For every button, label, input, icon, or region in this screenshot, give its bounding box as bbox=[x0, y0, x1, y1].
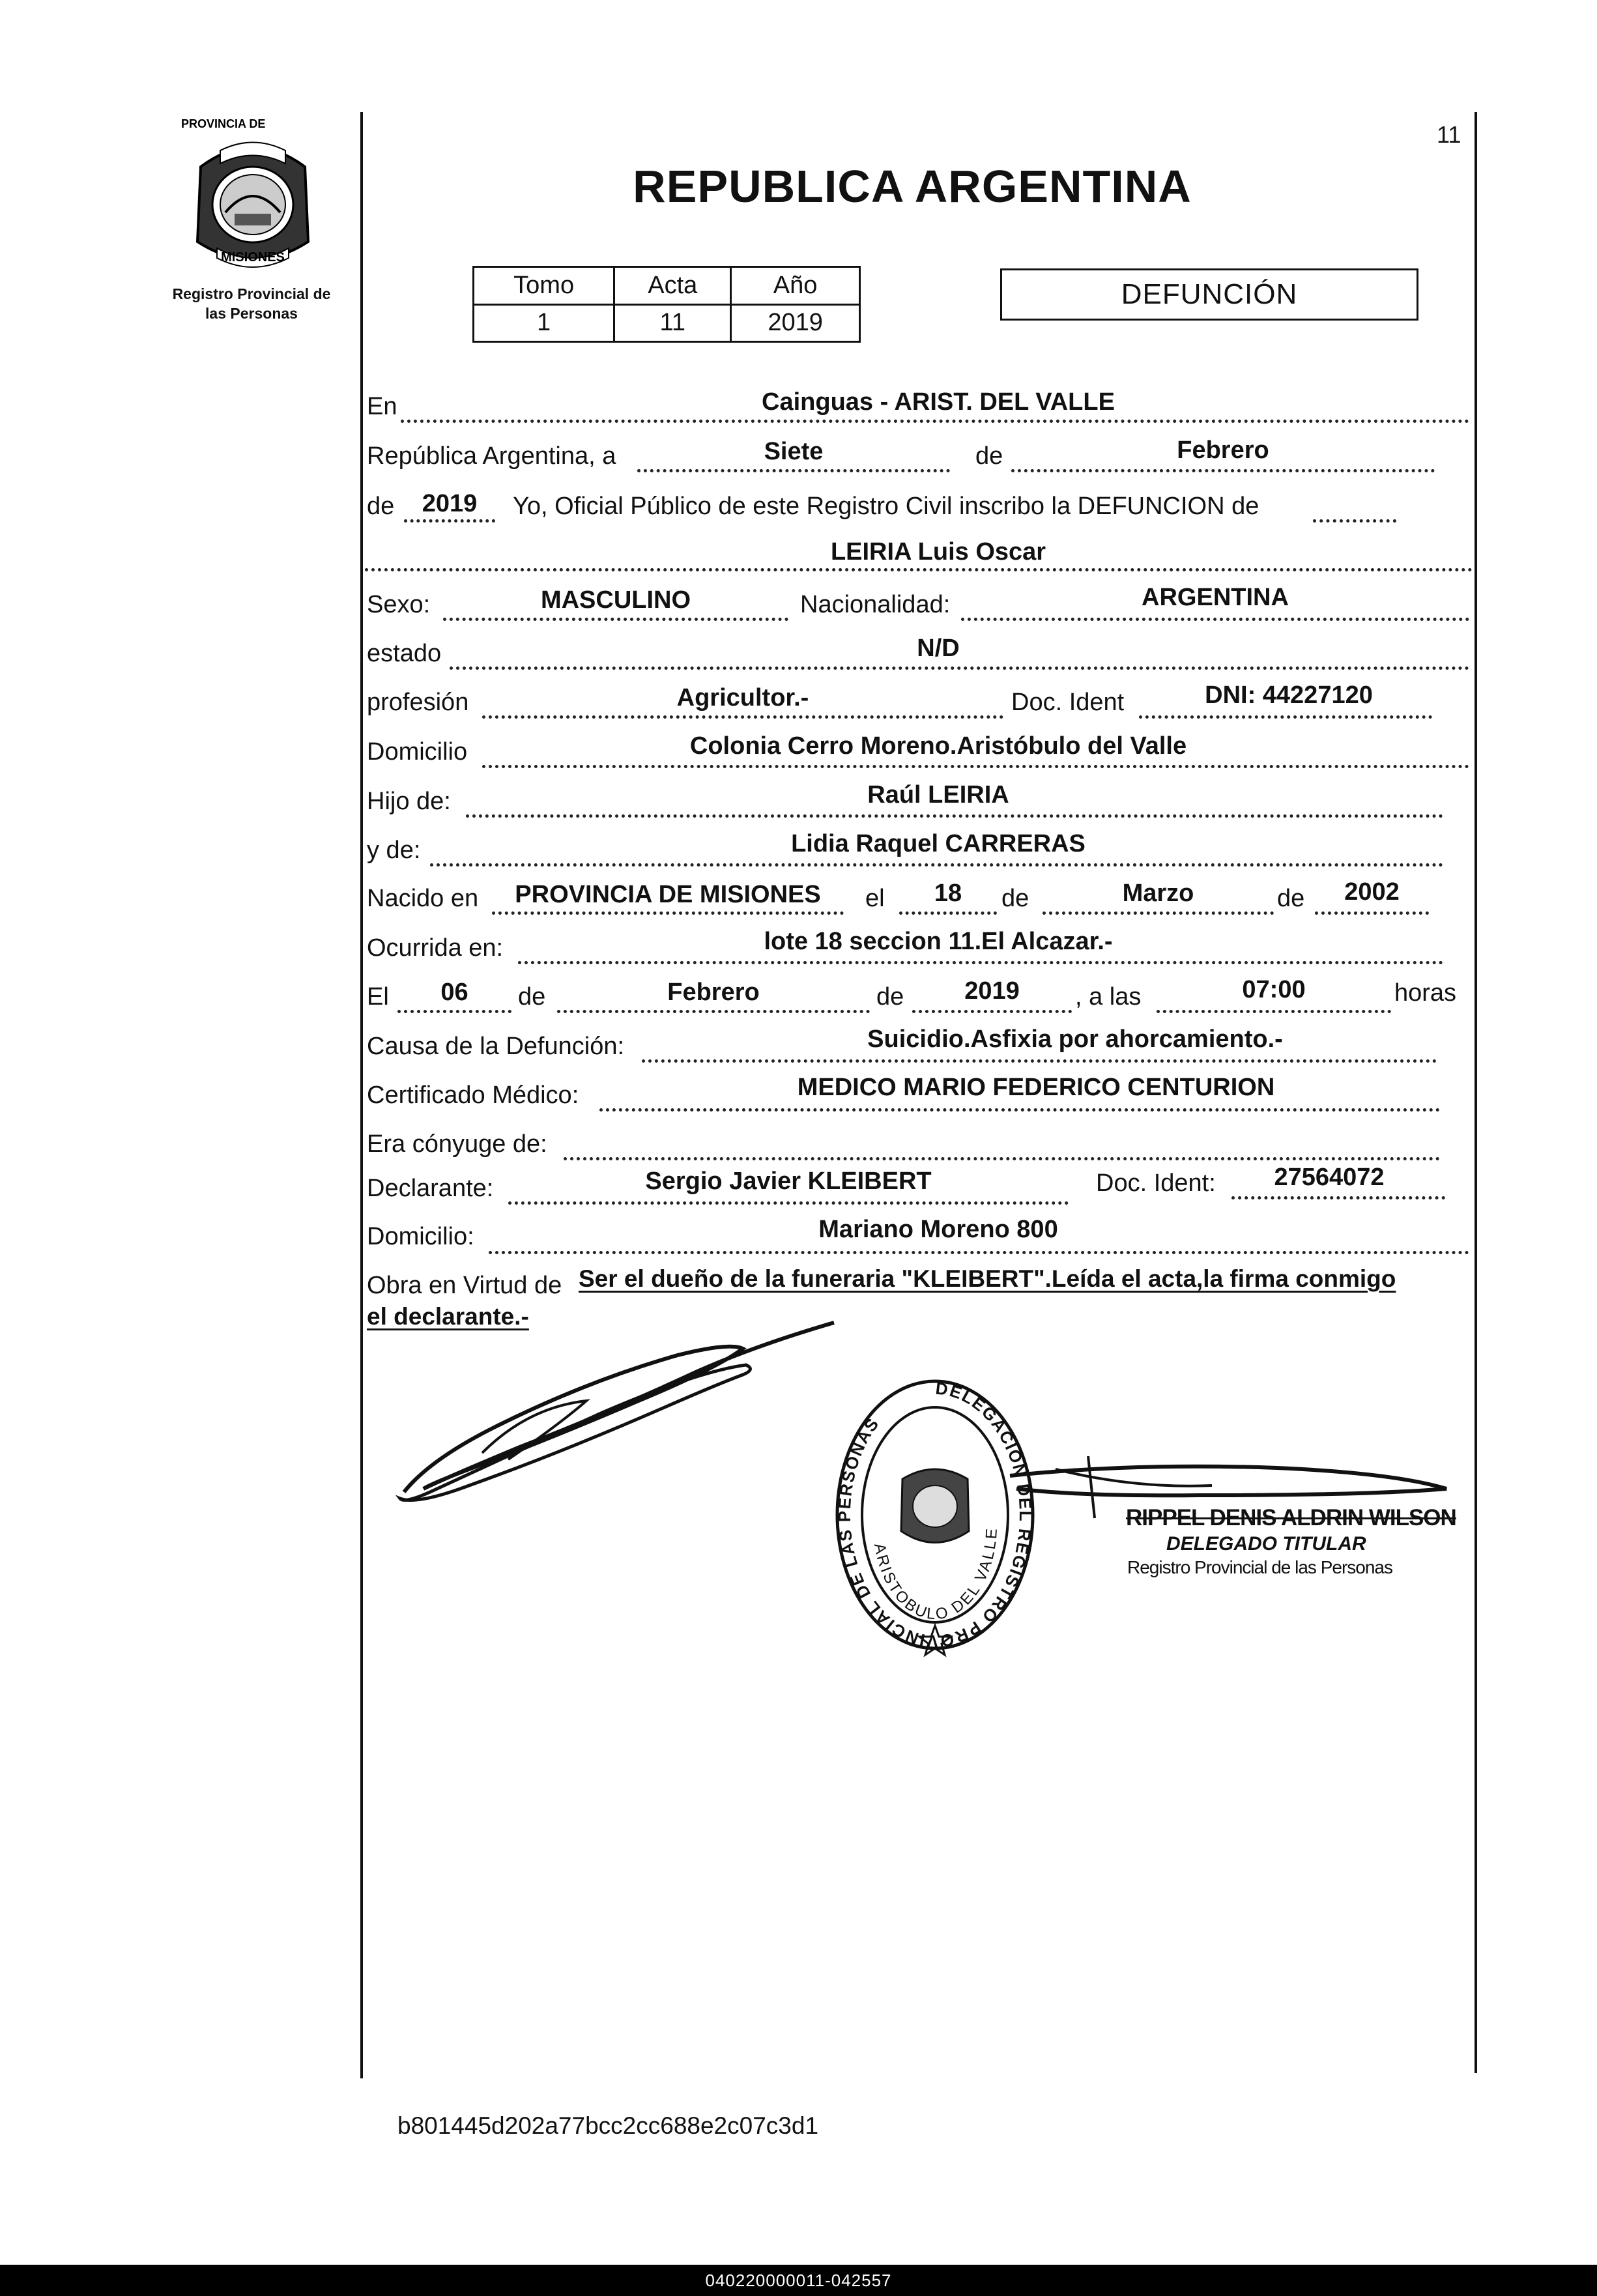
line-def-anio bbox=[912, 1010, 1072, 1013]
value-nacionalidad: ARGENTINA bbox=[1142, 584, 1289, 611]
registry-label bbox=[154, 284, 349, 323]
label-de-5: de bbox=[876, 983, 904, 1011]
line-declarante-domicilio bbox=[489, 1251, 1469, 1254]
official-registry: Registro Provincial de las Personas bbox=[1127, 1557, 1392, 1577]
stamp-inner-text: ARISTOBULO DEL VALLE bbox=[870, 1526, 1001, 1624]
value-nacido-mes: Marzo bbox=[1122, 880, 1194, 907]
tomo-acta-anio-table bbox=[472, 266, 861, 343]
label-de-1: de bbox=[975, 442, 1003, 470]
line-nacido-lugar bbox=[492, 911, 844, 915]
label-de-2: de bbox=[1001, 885, 1029, 912]
label-republica: República Argentina, a bbox=[367, 442, 616, 470]
label-yo-text: Yo, Oficial Público de este Registro Civil inscribo la DEFUNCION de bbox=[513, 493, 1259, 520]
value-nombre: LEIRIA Luis Oscar bbox=[830, 538, 1046, 566]
label-en: En bbox=[367, 393, 397, 420]
seal-bottom-text: MISIONES bbox=[221, 250, 285, 265]
value-declarante: Sergio Javier KLEIBERT bbox=[645, 1168, 932, 1195]
table-value-tomo: 1 bbox=[474, 304, 614, 342]
value-dia-texto: Siete bbox=[764, 438, 824, 465]
table-header-anio: Año bbox=[731, 267, 860, 305]
label-causa: Causa de la Defunción: bbox=[367, 1033, 625, 1060]
line-ocurrida bbox=[518, 961, 1443, 964]
table-header-tomo: Tomo bbox=[474, 267, 614, 305]
line-conyuge bbox=[564, 1157, 1440, 1160]
value-anio: 2019 bbox=[422, 490, 478, 517]
value-defuncion-dia: 06 bbox=[440, 979, 468, 1006]
label-profesion: profesión bbox=[367, 689, 469, 716]
official-name: RIPPEL DENIS ALDRIN WILSON bbox=[1126, 1505, 1456, 1530]
value-mes: Febrero bbox=[1177, 437, 1269, 464]
value-defuncion-mes: Febrero bbox=[667, 979, 760, 1006]
value-declarante-domicilio: Mariano Moreno 800 bbox=[818, 1216, 1058, 1243]
line-nombre bbox=[365, 568, 1473, 571]
left-border-line bbox=[360, 112, 363, 2078]
document-hash: b801445d202a77bcc2cc688e2c07c3d1 bbox=[397, 2112, 819, 2139]
declarant-signature bbox=[391, 1310, 847, 1505]
label-doc-ident: Doc. Ident bbox=[1011, 689, 1125, 716]
value-defuncion-anio: 2019 bbox=[964, 977, 1020, 1005]
value-causa: Suicidio.Asfixia por ahorcamiento.- bbox=[867, 1026, 1283, 1053]
line-nacido-dia bbox=[899, 911, 997, 915]
line-declarante-doc bbox=[1231, 1196, 1445, 1199]
line-estado bbox=[450, 667, 1469, 670]
label-de-year: de bbox=[367, 493, 395, 520]
value-nacido-dia: 18 bbox=[934, 880, 962, 907]
value-obra-line2: el declarante.- bbox=[367, 1303, 529, 1330]
registry-line1: Registro Provincial de bbox=[172, 285, 331, 302]
value-obra-line1: Ser el dueño de la funeraria "KLEIBERT".Leída el acta,la firma conmigo bbox=[579, 1265, 1396, 1292]
label-el-upper: El bbox=[367, 983, 389, 1011]
barcode-footer-bar bbox=[0, 2265, 1597, 2296]
value-nacido-lugar: PROVINCIA DE MISIONES bbox=[515, 881, 821, 908]
label-conyuge: Era cónyuge de: bbox=[367, 1130, 547, 1158]
value-estado: N/D bbox=[917, 635, 960, 662]
label-nacido-en: Nacido en bbox=[367, 885, 479, 912]
label-ocurrida-en: Ocurrida en: bbox=[367, 934, 504, 962]
label-obra: Obra en Virtud de bbox=[367, 1272, 562, 1299]
label-y-de: y de: bbox=[367, 837, 421, 864]
line-nacionalidad bbox=[961, 618, 1469, 621]
value-lugar: Cainguas - ARIST. DEL VALLE bbox=[762, 388, 1115, 416]
page-title: REPUBLICA ARGENTINA bbox=[633, 161, 1192, 212]
line-profesion bbox=[482, 715, 1003, 719]
label-el: el bbox=[865, 885, 885, 912]
value-defuncion-hora: 07:00 bbox=[1242, 976, 1306, 1003]
value-doc-ident: DNI: 44227120 bbox=[1205, 682, 1373, 709]
line-hijo-de bbox=[466, 814, 1443, 818]
label-a-las: , a las bbox=[1075, 983, 1142, 1011]
line-yo-tail bbox=[1313, 519, 1396, 523]
line-def-dia bbox=[397, 1010, 511, 1013]
line-doc-ident bbox=[1139, 715, 1432, 719]
value-padre: Raúl LEIRIA bbox=[867, 781, 1009, 809]
label-domicilio: Domicilio bbox=[367, 738, 468, 766]
label-de-4: de bbox=[518, 983, 546, 1011]
label-nacionalidad: Nacionalidad: bbox=[800, 591, 951, 618]
table-value-acta: 11 bbox=[614, 304, 731, 342]
line-dia bbox=[637, 469, 950, 472]
label-certificado: Certificado Médico: bbox=[367, 1082, 579, 1109]
seal-top-text: PROVINCIA DE bbox=[181, 117, 266, 130]
official-title: DELEGADO TITULAR bbox=[1166, 1533, 1366, 1555]
registry-line2: las Personas bbox=[205, 305, 298, 322]
label-estado: estado bbox=[367, 640, 442, 667]
label-de-3: de bbox=[1277, 885, 1305, 912]
page-number: 11 bbox=[1437, 121, 1461, 148]
line-domicilio bbox=[482, 765, 1469, 768]
value-profesion: Agricultor.- bbox=[676, 684, 809, 711]
line-nacido-mes bbox=[1043, 911, 1274, 915]
label-horas: horas bbox=[1394, 979, 1457, 1007]
line-nacido-anio bbox=[1315, 911, 1429, 915]
line-mes bbox=[1011, 469, 1435, 472]
document-type-box: DEFUNCIÓN bbox=[1000, 268, 1418, 321]
right-border-line bbox=[1475, 112, 1477, 2073]
value-domicilio: Colonia Cerro Moreno.Aristóbulo del Valle bbox=[689, 732, 1187, 760]
stamp-ring-text: DELEGACION DEL REGISTRO PROVINCIAL DE LAS PERSONAS bbox=[834, 1378, 1036, 1652]
provincial-seal bbox=[181, 117, 324, 275]
value-certificado: MEDICO MARIO FEDERICO CENTURION bbox=[797, 1074, 1275, 1101]
line-y-de bbox=[430, 863, 1443, 867]
label-doc-ident-2: Doc. Ident: bbox=[1096, 1170, 1216, 1197]
table-header-acta: Acta bbox=[614, 267, 731, 305]
value-madre: Lidia Raquel CARRERAS bbox=[791, 830, 1086, 857]
line-anio bbox=[404, 519, 495, 523]
value-declarante-doc: 27564072 bbox=[1274, 1164, 1385, 1191]
table-value-anio: 2019 bbox=[731, 304, 860, 342]
line-def-hora bbox=[1157, 1010, 1391, 1013]
value-sexo: MASCULINO bbox=[540, 586, 691, 614]
line-sexo bbox=[443, 618, 788, 621]
line-def-mes bbox=[557, 1010, 870, 1013]
value-ocurrida-lugar: lote 18 seccion 11.El Alcazar.- bbox=[764, 928, 1113, 955]
label-hijo-de: Hijo de: bbox=[367, 788, 451, 815]
line-declarante bbox=[508, 1201, 1069, 1205]
line-causa bbox=[642, 1059, 1437, 1063]
line-en bbox=[401, 420, 1469, 423]
label-domicilio-2: Domicilio: bbox=[367, 1223, 474, 1250]
barcode-text: 040220000011-042557 bbox=[705, 2271, 892, 2290]
label-sexo: Sexo: bbox=[367, 591, 431, 618]
line-certificado bbox=[599, 1108, 1440, 1112]
value-nacido-anio: 2002 bbox=[1344, 878, 1400, 906]
label-declarante: Declarante: bbox=[367, 1175, 494, 1202]
